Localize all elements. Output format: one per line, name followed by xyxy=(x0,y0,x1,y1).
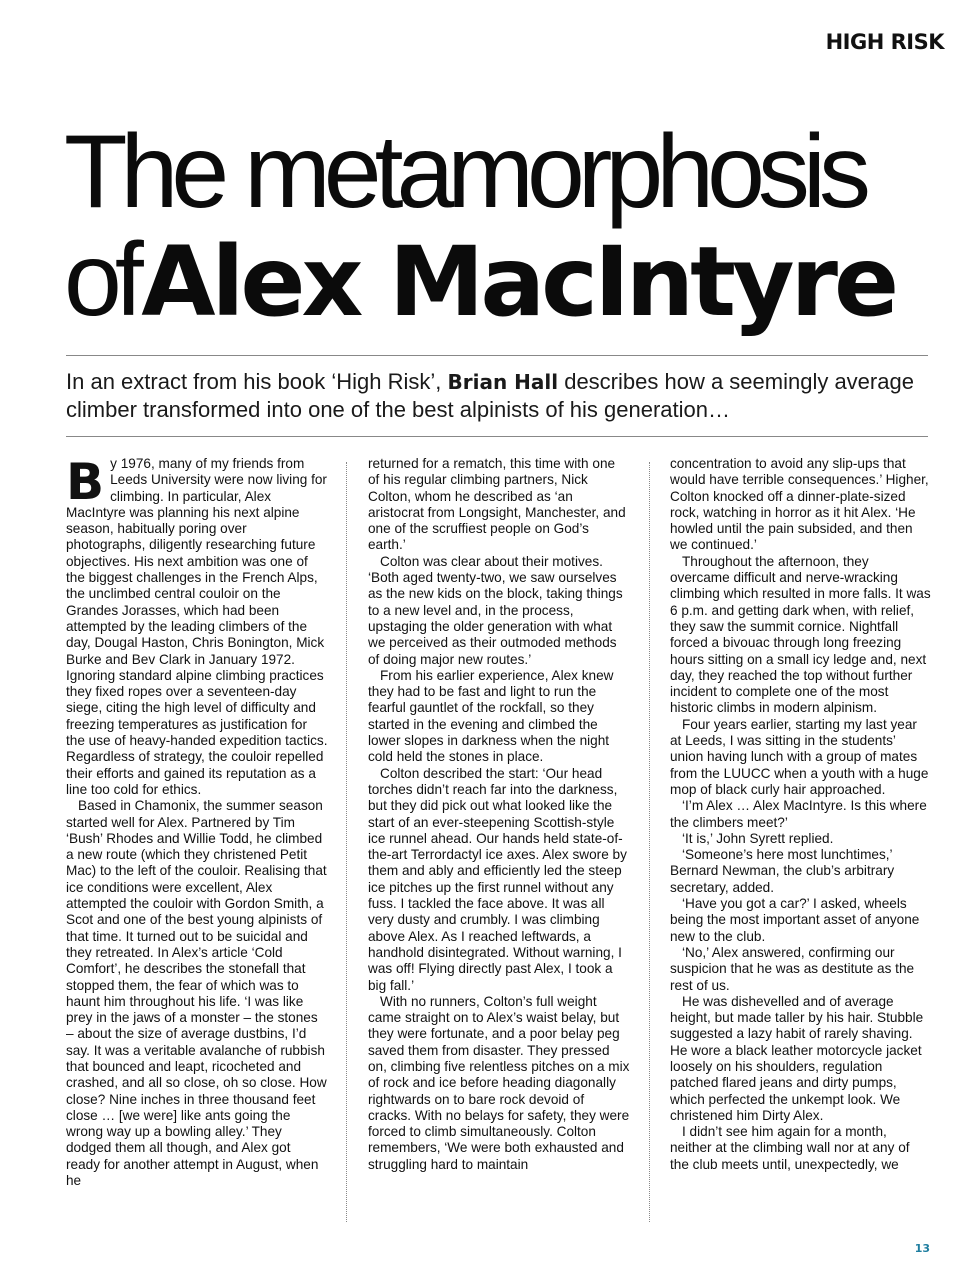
paragraph: With no runners, Colton’s full weight came straight on to Alex’s waist belay, but they were fortunate, and a poor belay peg saved them from disaster. They pressed on, climbing five relentless pitches on a mix of rock and ice before heading diagonally rightwards on to bare rock devoid of cracks. With no belays for safety, they were forced to climb simultaneously. Colton remembers, ‘We were both exhausted and struggling hard to maintain xyxy=(368,993,630,1172)
paragraph: ‘No,’ Alex answered, confirming our suspicion that he was as destitute as the rest of us. xyxy=(670,944,915,993)
standfirst-before: In an extract from his book ‘High Risk’, xyxy=(66,369,448,394)
paragraph: ‘I’m Alex … Alex MacIntyre. Is this where the climbers meet?’ xyxy=(670,798,927,830)
paragraph: Based in Chamonix, the summer season started well for Alex. Partnered by Tim ‘Bush’ Rhodes and Willie Todd, he climbed a new route (which they christened Petit Mac) to the left of the couloir. Realising that ice conditions were excellent, Alex attempted the couloir with Gordon Smith, a Scot and one of the best young alpinists of that time. It turned out to be suicidal and they retreated. In Alex’s article ‘Cold Comfort’, he describes the stonefall that stopped them, the fear of which was to haunt him throughout his life. ‘I was like prey in the jaws of a monster – the stones – about the size of average dustbins, I’d say. It was a veritable avalanche of rubbish that bounced and leapt, ricocheted and crashed, and all so close, oh so close. How close? Nine inches in three thousand feet close … [we were] like ants going the wrong way up a bowling alley.’ They dodged them all though, and Alex got ready for another attempt in August, when he xyxy=(66,798,327,1189)
paragraph: Colton described the start: ‘Our head torches didn’t reach far into the darkness, but they did pick out what looked like the start of an ever-steepening Scottish-style ice runnel ahead. Our hands held state-of-the-art Terrordactyl ice axes. Alex swore by them and ably and efficiently led the steep ice pitches up the first runnel without any fuss. I tackled the face above. It was all very dusty and crumbly. I was climbing above Alex. As I reached leftwards, a handhold disintegrated. Without warning, I was off! Flying directly past Alex, I took a big fall.’ xyxy=(368,765,627,993)
paragraph: ‘Have you got a car?’ I asked, wheels being the most important asset of anyone new to the club. xyxy=(670,896,920,944)
paragraph-text: y 1976, many of my friends from Leeds University were now living for climbing. In particular, Alex MacIntyre was planning his next alpine season, habitually poring over photographs, diligently researching future objectives. His next ambition was one of the biggest challenges in the French Alps, the unclimbed central couloir on the Grandes Jorasses, which had been attempted by the leading climbers of the day, Dougal Haston, Chris Bonington, Mick Burke and Bev Clark in January 1972. Ignoring standard alpine climbing practices they fixed ropes over a seventeen-day siege, citing the high level of difficulty and freezing temperatures as justification for the use of heavy-handed expedition tactics. Regardless of strategy, the couloir repelled their efforts and gained its reputation as a line too cold for ethics. xyxy=(66,456,328,797)
body-column-1 xyxy=(66,453,328,1189)
section-tag: HIGH RISK xyxy=(825,30,944,54)
headline-of: of xyxy=(64,222,137,338)
body-column-2 xyxy=(368,456,630,1173)
standfirst-rule-bottom xyxy=(66,436,928,437)
headline-name: Alex MacIntyre xyxy=(141,226,896,338)
paragraph: ‘Someone’s here most lunchtimes,’ Bernard Newman, the club’s arbitrary secretary, added. xyxy=(670,847,895,895)
paragraph: Four years earlier, starting my last year at Leeds, I was sitting in the students’ union having lunch with a group of mates from the LUUCC when a youth with a huge mop of black curly hair approached. xyxy=(670,716,929,797)
standfirst-after: describes how a seemingly average climber transformed into one of the best alpinists of his generation… xyxy=(66,369,914,422)
paragraph: Throughout the afternoon, they overcame difficult and nerve-wracking climbing which resulted in more falls. It was 6 p.m. and getting dark when, with relief, they saw the summit cornice. Nightfall forced a bivouac through long freezing hours sitting on a small icy ledge and, next day, they reached the top without further incident to complete one of the most historic climbs in modern alpinism. xyxy=(670,553,931,716)
page-number: 13 xyxy=(914,1242,930,1255)
paragraph: I didn’t see him again for a month, neither at the climbing wall nor at any of the club meets until, unexpectedly, we xyxy=(670,1124,910,1172)
paragraph: ‘It is,’ John Syrett replied. xyxy=(682,830,834,846)
body-column-3 xyxy=(670,456,932,1173)
paragraph xyxy=(66,453,328,798)
standfirst-rule-top xyxy=(66,355,928,356)
paragraph: From his earlier experience, Alex knew they had to be fast and light to run the fearful gauntlet of the rockfall, so they started in the evening and climbed the lower slopes in darkness when the night cold held the stones in place. xyxy=(368,667,614,765)
standfirst xyxy=(66,368,936,424)
headline-line1: The metamorphosis xyxy=(64,114,865,230)
standfirst-author: Brian Hall xyxy=(447,370,559,394)
column-divider xyxy=(649,462,650,1222)
headline xyxy=(64,114,944,365)
drop-cap: B xyxy=(66,453,105,511)
column-divider xyxy=(346,462,347,1222)
paragraph: He was dishevelled and of average height, but made taller by his hair. Stubble suggested a lazy habit of rarely shaving. He wore a black leather motorcycle jacket loosely on his shoulders, regulation patched flared jeans and dirty pumps, which perfected the unkempt look. We christened him Dirty Alex. xyxy=(670,993,924,1123)
paragraph: concentration to avoid any slip-ups that would have terrible consequences.’ Higher, Colton knocked off a dinner-plate-sized rock, watching in horror as it hit Alex. ‘He howled until the pain subsided, and then we continued.’ xyxy=(670,456,929,553)
paragraph: Colton was clear about their motives. ‘Both aged twenty-two, we saw ourselves as the new kids on the block, taking things to a new level and, in the process, upstaging the older generation with what we perceived as their outmoded methods of doing major new routes.’ xyxy=(368,553,623,667)
paragraph: returned for a rematch, this time with one of his regular climbing partners, Nick Colton, whom he described as ‘an aristocrat from Longsight, Manchester, and one of the scruffiest people on God’s earth.’ xyxy=(368,456,626,553)
